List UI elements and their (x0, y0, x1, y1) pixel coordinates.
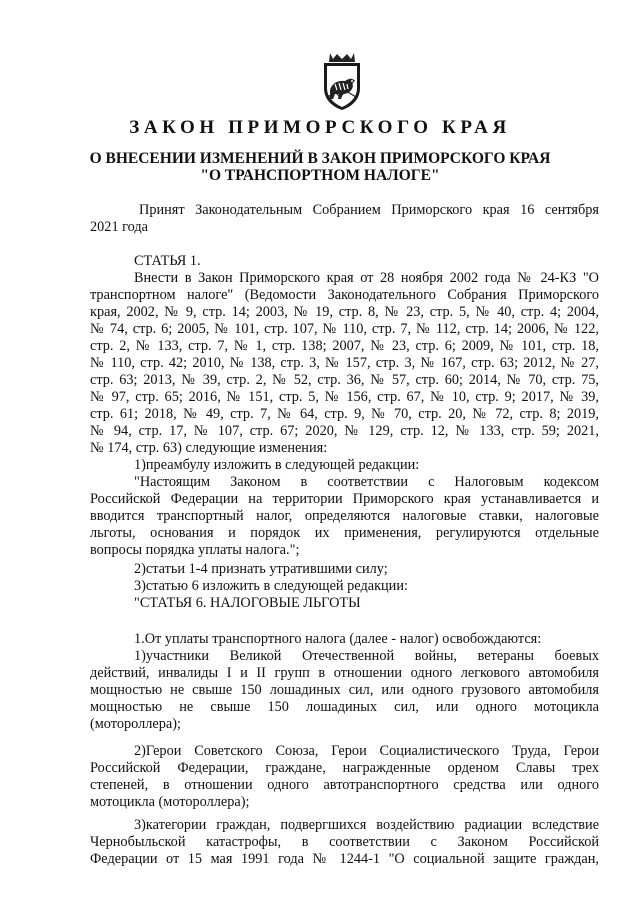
coat-of-arms-icon (318, 50, 366, 112)
body-line: 1)участники Великой Отечественной войны, ветераны боевых (134, 648, 599, 664)
law-subtitle-line-2: "О ТРАНСПОРТНОМ НАЛОГЕ" (200, 167, 440, 184)
body-line: края, 2002, № 9, стр. 14; 2003, № 19, стр. 8, № 23, стр. 5, № 40, стр. 4; 2004, (90, 304, 599, 320)
body-line: № 74, стр. 6; 2005, № 101, стр. 107, № 110, стр. 7, № 112, стр. 14; 2006, № 122, (90, 321, 599, 337)
body-line: вопросы порядка уплаты налога."; (90, 542, 300, 558)
body-line: стр. 61; 2018, № 49, стр. 7, № 64, стр. 9, № 70, стр. 20, № 72, стр. 8; 2019, (90, 406, 599, 422)
body-line: 2)статьи 1-4 признать утратившими силу; (134, 561, 388, 577)
body-line: льготы, основания и порядок их применения, регулируются отдельные (90, 525, 599, 541)
body-line: № 174, стр. 63) следующие изменения: (90, 440, 328, 456)
section-heading: "СТАТЬЯ 6. НАЛОГОВЫЕ ЛЬГОТЫ (134, 595, 361, 611)
article-heading: СТАТЬЯ 1. (134, 253, 201, 269)
body-line: № 94, стр. 17, № 107, стр. 67; 2020, № 129, стр. 12, № 133, стр. 59; 2021, (90, 423, 599, 439)
body-line: мощностью не свыше 150 лошадиных сил, или одного грузового автомобиля (90, 682, 599, 698)
body-line: стр. 2, № 133, стр. 7, № 1, стр. 138; 2007, № 23, стр. 6; 2009, № 101, стр. 18, (90, 338, 599, 354)
adoption-line-1: Принят Законодательным Собранием Приморского края 16 сентября (139, 202, 599, 218)
body-line: № 110, стр. 42; 2010, № 138, стр. 3, № 157, стр. 3, № 167, стр. 63; 2012, № 27, (90, 355, 599, 371)
body-line: стр. 63; 2013, № 39, стр. 2, № 52, стр. 36, № 57, стр. 60; 2014, № 70, стр. 75, (90, 372, 599, 388)
body-line: 3)категории граждан, подвергшихся воздействию радиации вследствие (134, 817, 599, 833)
body-line: мотоцикла (мотороллера); (90, 794, 250, 810)
body-line: 3)статью 6 изложить в следующей редакции: (134, 578, 408, 594)
body-line: вводится транспортный налог, определяются налоговые ставки, налоговые (90, 508, 599, 524)
body-line: степеней, в отношении одного автотранспортного средства или одного (90, 777, 599, 793)
body-line: "Настоящим Законом в соответствии с Налоговым кодексом (134, 474, 599, 490)
body-line: Российской Федерации на территории Приморского края устанавливается и (90, 491, 599, 507)
body-line: Внести в Закон Приморского края от 28 ноября 2002 года № 24-КЗ "О (134, 270, 599, 286)
body-line: 1.От уплаты транспортного налога (далее - налог) освобождаются: (134, 631, 542, 647)
body-line: действий, инвалиды I и II групп в отношении одного легкового автомобиля (90, 665, 599, 681)
law-title: ЗАКОН ПРИМОРСКОГО КРАЯ (129, 117, 511, 138)
body-line: 2)Герои Советского Союза, Герои Социалистического Труда, Герои (134, 743, 599, 759)
adoption-line-2: 2021 года (90, 219, 149, 235)
law-subtitle-line-1: О ВНЕСЕНИИ ИЗМЕНЕНИЙ В ЗАКОН ПРИМОРСКОГО КРАЯ (89, 150, 551, 167)
body-line: Чернобыльской катастрофы, в соответствии с Законом Российской (90, 834, 599, 850)
body-line: № 97, стр. 65; 2016, № 151, стр. 5, № 156, стр. 67, № 10, стр. 9; 2017, № 39, (90, 389, 599, 405)
body-line: 1)преамбулу изложить в следующей редакции: (134, 457, 420, 473)
body-line: транспортном налоге" (Ведомости Законодательного Собрания Приморского (90, 287, 599, 303)
body-line: (мотороллера); (90, 716, 181, 732)
body-line: мощностью не свыше 150 лошадиных сил, или одного мотоцикла (90, 699, 599, 715)
body-line: Федерации от 15 мая 1991 года № 1244-1 "О социальной защите граждан, (90, 851, 599, 867)
body-line: Российской Федерации, граждане, награжденные орденом Славы трех (90, 760, 599, 776)
